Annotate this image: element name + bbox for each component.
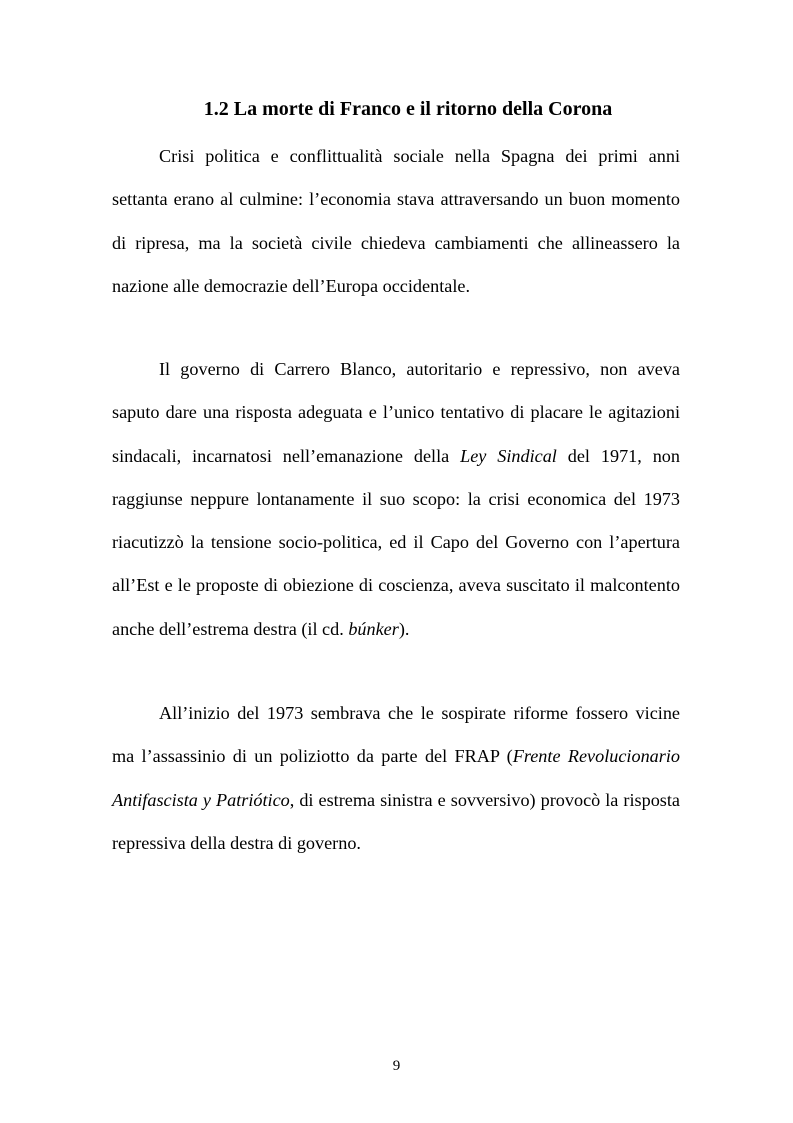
- page-number: 9: [392, 1058, 401, 1074]
- paragraph-3: [112, 692, 680, 865]
- frap-name-italic: Frente Revolucionario Antifascista y Patriótico: [112, 746, 680, 810]
- section-heading: 1.2 La morte di Franco e il ritorno della Corona: [203, 98, 613, 120]
- paragraph-1: Crisi politica e conflittualità sociale nella Spagna dei primi anni settanta erano al culmine: l’economia stava attraversando un buon momento di ripresa, ma la società civile chiedeva cambiamenti che allineassero la nazione alle democrazie dell’Europa occidentale.: [112, 146, 680, 296]
- paragraph-2: [112, 348, 680, 651]
- paragraph-3-text-2: , di estrema sinistra e sovversivo) provocò la risposta repressiva della destra di governo.: [112, 789, 680, 853]
- ley-sindical-italic: Ley Sindical: [460, 445, 557, 466]
- bunker-italic: búnker: [348, 618, 399, 639]
- paragraph-2-text-3: ).: [398, 618, 410, 639]
- paragraph-3-text-1: All’inizio del 1973 sembrava che le sospirate riforme fossero vicine ma l’assassinio di un poliziotto da parte del FRAP (: [112, 703, 680, 767]
- paragraph-2-text-1: Il governo di Carrero Blanco, autoritario e repressivo, non aveva saputo dare una risposta adeguata e l’unico tentativo di placare le agitazioni sindacali, incarnatosi nell’emanazione della: [112, 359, 680, 466]
- paragraph-2-text-2: del 1971, non raggiunse neppure lontanamente il suo scopo: la crisi economica del 1973 riacutizzò la tensione socio-politica, ed il Capo del Governo con l’apertura all’Est e le proposte di obiezione di coscienza, aveva suscitato il malcontento anche dell’estrema destra (il cd.: [112, 445, 680, 639]
